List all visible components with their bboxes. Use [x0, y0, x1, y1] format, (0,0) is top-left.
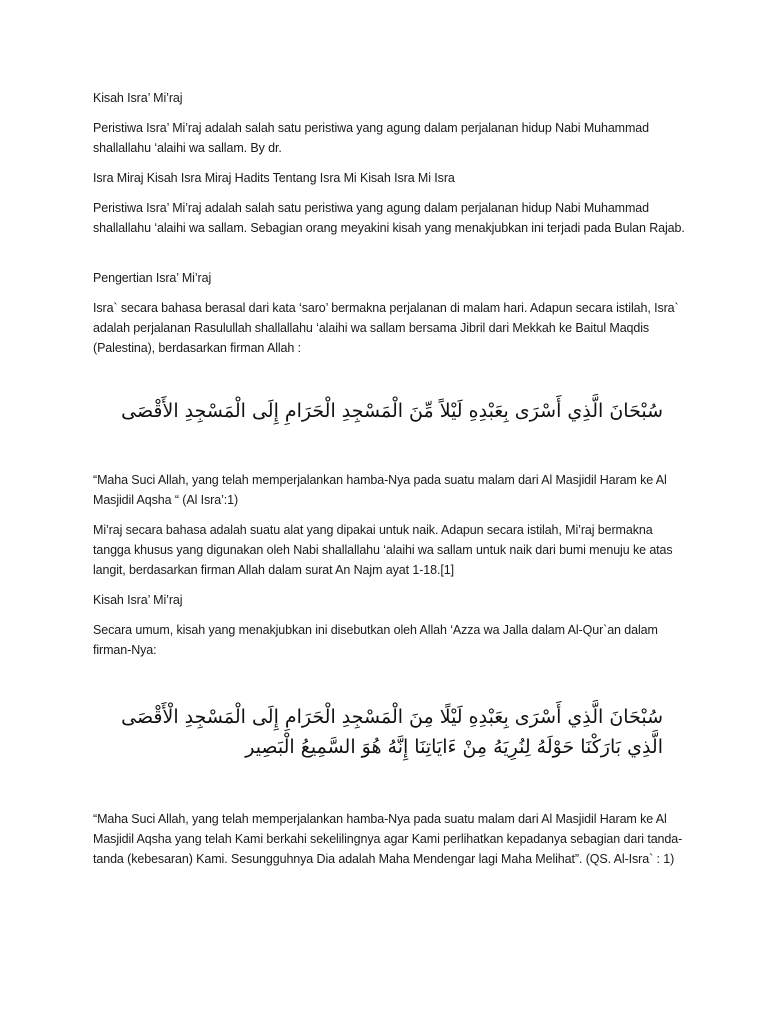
arabic-verse-2-line-2: الَّذِي بَارَكْنَا حَوْلَهُ لِنُرِيَهُ مِنْ ءَايَاتِنَا إِنَّهُ هُوَ السَّمِيعُ الْبَصِير	[245, 736, 663, 758]
paragraph-translation-1: “Maha Suci Allah, yang telah memperjalankan hamba-Nya pada suatu malam dari Al Masjidil Haram ke Al Masjidil Aqsha “ (Al Isra’:1)	[93, 473, 667, 507]
paragraph-translation-2: “Maha Suci Allah, yang telah memperjalankan hamba-Nya pada suatu malam dari Al Masjidil Haram ke Al Masjidil Aqsha yang telah Kami berkahi sekelilingnya agar Kami perlihatkan kepadanya sebagian dari tanda-tanda (kebesaran) Kami. Sesungguhnya Dia adalah Maha Mendengar lagi Maha Melihat”. (QS. Al-Isra` : 1)	[93, 812, 683, 866]
heading-kisah-isra-miraj-2: Kisah Isra’ Mi’raj	[93, 593, 183, 607]
paragraph-secara-umum: Secara umum, kisah yang menakjubkan ini disebutkan oleh Allah ‘Azza wa Jalla dalam Al-Qur`an dalam firman-Nya:	[93, 623, 658, 657]
paragraph-intro: Peristiwa Isra’ Mi’raj adalah salah satu peristiwa yang agung dalam perjalanan hidup Nabi Muhammad shallallahu ‘alaihi wa sallam. By dr.	[93, 121, 650, 155]
paragraph-intro-2: Peristiwa Isra’ Mi’raj adalah salah satu peristiwa yang agung dalam perjalanan hidup Nabi Muhammad shallallahu ‘alaihi wa sallam. Sebagian orang meyakini kisah yang menakjubkan ini terjadi pada Bulan Rajab.	[93, 201, 685, 235]
paragraph-isra-definition: Isra` secara bahasa berasal dari kata ‘saro’ bermakna perjalanan di malam hari. Adapun secara istilah, Isra` adalah perjalanan Rasulullah shallallahu ‘alaihi wa sallam bersama Jibril dari Mekkah ke Baitul Maqdis (Palestina), berdasarkan firman Allah :	[93, 301, 679, 355]
paragraph-keywords: Isra Miraj Kisah Isra Miraj Hadits Tentang Isra Mi Kisah Isra Mi Isra	[93, 171, 455, 185]
arabic-verse-2-line-1: سُبْحَانَ الَّذِي أَسْرَى بِعَبْدِهِ لَيْلًا مِنَ الْمَسْجِدِ الْحَرَامِ إِلَى الْمَسْجِدِ الْأَقْصَى	[121, 706, 663, 728]
paragraph-miraj-definition: Mi’raj secara bahasa adalah suatu alat yang dipakai untuk naik. Adapun secara istilah, Mi’raj bermakna tangga khusus yang digunakan oleh Nabi shallallahu ‘alaihi wa sallam untuk naik dari bumi menuju ke atas langit, berdasarkan firman Allah dalam surat An Najm ayat 1-18.[1]	[93, 523, 673, 577]
heading-pengertian: Pengertian Isra’ Mi’raj	[93, 271, 212, 285]
arabic-verse-1: سُبْحَانَ الَّذِي أَسْرَى بِعَبْدِهِ لَيْلاً مِّنَ الْمَسْجِدِ الْحَرَامِ إِلَى الْمَسْجِدِ الأَقْصَى	[121, 400, 663, 422]
heading-kisah-isra-miraj: Kisah Isra’ Mi’raj	[93, 91, 183, 105]
